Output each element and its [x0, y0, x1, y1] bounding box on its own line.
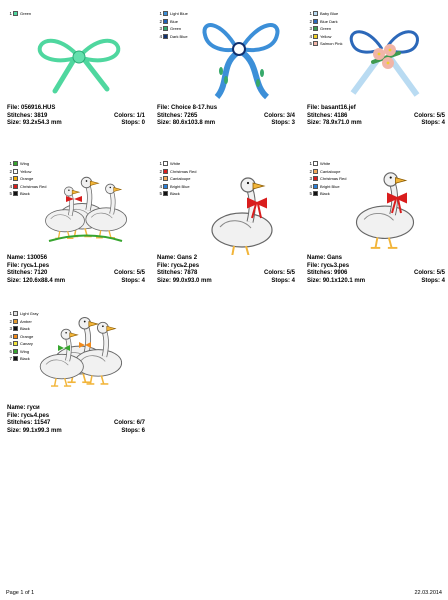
thread-color-label: White — [170, 161, 181, 167]
thread-number: 4 — [309, 183, 312, 189]
thread-color-label: Black — [170, 191, 180, 197]
thread-number: 3 — [9, 326, 12, 332]
thread-color-label: Amber — [20, 318, 32, 324]
thread-number: 4 — [159, 33, 162, 39]
thread-number: 3 — [159, 176, 162, 182]
design-info — [7, 405, 145, 435]
stops-label: Stops: — [421, 120, 440, 126]
stitches-label: Stitches: — [307, 112, 333, 119]
design-card — [307, 160, 445, 288]
thread-color-label: Orange — [20, 333, 34, 339]
thread-number: 2 — [9, 168, 12, 174]
stops-value: 4 — [441, 120, 445, 126]
design-info — [307, 105, 445, 128]
size-text — [307, 120, 362, 128]
thread-number: 3 — [309, 176, 312, 182]
stitches-label: Stitches: — [7, 420, 33, 426]
stops-value: 0 — [141, 120, 145, 126]
thread-number: 1 — [9, 311, 12, 317]
stitches-label: Stitches: — [307, 270, 333, 276]
colors-value: 1/1 — [136, 112, 145, 119]
embroidery-design-preview — [7, 315, 145, 405]
thread-color-label: Orange — [20, 176, 34, 182]
thread-number: 4 — [9, 183, 12, 189]
stops-label: Stops: — [121, 277, 140, 284]
title-value: гусь1.pes — [21, 262, 50, 269]
thread-color-label: Green — [320, 26, 332, 32]
thread-color-label: Cantaloupe — [320, 168, 341, 174]
name-text — [7, 405, 40, 413]
stops-label: Stops: — [421, 277, 440, 284]
stitches-text — [7, 113, 47, 121]
stops-text — [271, 278, 295, 286]
size-value: 99.0x93.0 mm — [172, 277, 212, 284]
thread-color-label: Black — [20, 356, 30, 362]
name-text — [7, 255, 47, 263]
colors-label: Colors: — [263, 112, 285, 119]
thread-color-label: Dark Blue — [170, 33, 188, 39]
colors-text — [264, 113, 295, 121]
stops-value: 4 — [441, 277, 445, 284]
size-value: 120.6x88.4 mm — [22, 277, 66, 284]
size-text — [307, 278, 365, 286]
title-label: File: — [7, 105, 20, 111]
stitches-label: Stitches: — [157, 270, 183, 276]
thread-number: 5 — [9, 341, 12, 347]
title-text — [7, 413, 49, 421]
embroidery-design-preview — [157, 165, 295, 255]
thread-color-label: Cantaloupe — [170, 176, 191, 182]
colors-text — [114, 270, 145, 278]
name-label: Name: — [157, 255, 176, 261]
stops-value: 4 — [141, 277, 145, 284]
colors-value: 5/5 — [136, 270, 145, 276]
design-card — [307, 10, 445, 138]
colors-label: Colors: — [113, 112, 135, 119]
design-card — [7, 160, 145, 288]
stops-text — [271, 120, 295, 128]
thread-number: 2 — [309, 18, 312, 24]
title-value: гусь4.pes — [21, 412, 50, 419]
title-text — [157, 263, 199, 271]
title-value: гусь2.pes — [171, 262, 200, 269]
name-text — [307, 255, 342, 263]
thread-color-label: Christmas Red — [320, 176, 347, 182]
thread-color-label: Green — [170, 26, 182, 32]
thread-color-label: Black — [20, 191, 30, 197]
thread-number: 1 — [9, 11, 12, 17]
stops-text — [421, 278, 445, 286]
stitches-text — [307, 270, 347, 278]
thread-number: 4 — [9, 333, 12, 339]
stitches-value: 7120 — [34, 270, 48, 276]
colors-value: 3/4 — [286, 112, 295, 119]
stitches-value: 7878 — [184, 270, 198, 276]
stops-label: Stops: — [271, 120, 290, 126]
title-label: File: — [157, 105, 170, 111]
thread-number: 4 — [159, 183, 162, 189]
stops-label: Stops: — [271, 277, 290, 284]
design-card — [7, 10, 145, 138]
stops-text — [121, 278, 145, 286]
stitches-value: 7265 — [184, 112, 198, 119]
thread-number: 2 — [159, 18, 162, 24]
stitches-text — [7, 270, 47, 278]
title-text — [7, 263, 49, 271]
stops-value: 3 — [291, 120, 295, 126]
design-card — [157, 160, 295, 288]
thread-color-label: Bright Blue — [320, 183, 340, 189]
embroidery-design-preview — [307, 15, 445, 105]
design-info — [157, 255, 295, 285]
stops-label: Stops: — [121, 120, 140, 126]
stops-value: 4 — [291, 277, 295, 284]
thread-color-label: Baby Blue — [320, 11, 339, 17]
title-value: Choice 8-17.hus — [171, 105, 218, 111]
design-info — [157, 105, 295, 128]
name-label: Name: — [7, 255, 26, 261]
title-value: basant16.jef — [321, 105, 356, 111]
thread-number: 2 — [159, 168, 162, 174]
thread-color-label: Black — [20, 326, 30, 332]
stops-text — [121, 428, 145, 436]
size-text — [7, 428, 62, 436]
stitches-text — [157, 113, 197, 121]
embroidery-design-preview — [7, 165, 145, 255]
size-label: Size: — [7, 277, 22, 284]
stops-label: Stops: — [121, 427, 140, 434]
thread-number: 5 — [309, 191, 312, 197]
thread-color-label: Blue Dark — [320, 18, 338, 24]
design-card — [157, 10, 295, 138]
thread-color-label: Black — [320, 191, 330, 197]
embroidery-design-preview — [157, 15, 295, 105]
title-text — [307, 105, 356, 113]
thread-number: 2 — [309, 168, 312, 174]
thread-number: 5 — [309, 41, 312, 47]
stitches-value: 11547 — [34, 420, 51, 426]
thread-number: 5 — [9, 191, 12, 197]
thread-color-label: Wing — [20, 348, 30, 354]
title-value: гусь3.pes — [321, 262, 350, 269]
size-value: 99.1x99.3 mm — [22, 427, 62, 434]
colors-value: 5/5 — [436, 270, 445, 276]
name-value: Gans 2 — [177, 255, 198, 261]
title-label: File: — [7, 412, 20, 419]
colors-text — [114, 113, 145, 121]
embroidery-design-preview — [7, 15, 145, 105]
size-text — [157, 278, 212, 286]
colors-label: Colors: — [413, 270, 435, 276]
design-info — [7, 255, 145, 285]
thread-number: 1 — [159, 11, 162, 17]
colors-value: 6/7 — [136, 420, 145, 426]
title-text — [307, 263, 349, 271]
size-text — [7, 120, 62, 128]
title-label: File: — [307, 262, 320, 269]
size-label: Size: — [307, 277, 322, 284]
title-text — [7, 105, 55, 113]
colors-text — [114, 420, 145, 428]
thread-number: 3 — [9, 176, 12, 182]
size-label: Size: — [157, 120, 172, 126]
colors-label: Colors: — [113, 270, 135, 276]
colors-label: Colors: — [113, 420, 135, 426]
colors-value: 5/5 — [286, 270, 295, 276]
thread-color-label: Green — [20, 11, 32, 17]
thread-number: 1 — [309, 11, 312, 17]
thread-color-label: Salmon Pink — [320, 41, 343, 47]
name-label: Name: — [7, 405, 26, 411]
title-text — [157, 105, 217, 113]
thread-color-label: Blue — [170, 18, 179, 24]
thread-color-label: Yellow — [20, 168, 32, 174]
thread-color-label: Wing — [20, 161, 30, 167]
stops-value: 6 — [141, 427, 145, 434]
stitches-value: 9906 — [334, 270, 348, 276]
embroidery-design-preview — [307, 165, 445, 255]
thread-number: 6 — [9, 348, 12, 354]
colors-text — [264, 270, 295, 278]
thread-color-label: Light Gray — [20, 311, 39, 317]
thread-number: 1 — [309, 161, 312, 167]
size-value: 78.9x71.0 mm — [322, 120, 362, 126]
footer-page: Page 1 of 1 — [6, 590, 35, 596]
thread-color-label: Canary — [20, 341, 33, 347]
size-label: Size: — [7, 120, 22, 126]
thread-number: 1 — [159, 161, 162, 167]
size-text — [7, 278, 65, 286]
size-label: Size: — [307, 120, 322, 126]
name-text — [157, 255, 197, 263]
name-value: Gans — [327, 255, 343, 261]
colors-value: 5/5 — [436, 112, 445, 119]
stops-text — [121, 120, 145, 128]
title-label: File: — [307, 105, 320, 111]
thread-number: 3 — [159, 26, 162, 32]
thread-color-label: White — [320, 161, 331, 167]
thread-color-label: Yellow — [320, 33, 332, 39]
stitches-label: Stitches: — [157, 112, 183, 119]
colors-label: Colors: — [413, 112, 435, 119]
thread-color-label: Light Blue — [170, 11, 188, 17]
thread-color-label: Bright Blue — [170, 183, 190, 189]
thread-color-label: Christmas Red — [170, 168, 197, 174]
thread-number: 5 — [159, 191, 162, 197]
title-label: File: — [157, 262, 170, 269]
colors-text — [414, 113, 445, 121]
stitches-value: 3819 — [34, 112, 48, 119]
thread-number: 4 — [309, 33, 312, 39]
size-value: 93.2x54.3 mm — [22, 120, 62, 126]
colors-label: Colors: — [263, 270, 285, 276]
size-text — [157, 120, 215, 128]
thread-color-label: Christmas Red — [20, 183, 47, 189]
stitches-value: 4186 — [334, 112, 348, 119]
stops-text — [421, 120, 445, 128]
title-label: File: — [7, 262, 20, 269]
thread-number: 1 — [9, 161, 12, 167]
colors-text — [414, 270, 445, 278]
design-info — [307, 255, 445, 285]
stitches-label: Stitches: — [7, 270, 33, 276]
name-label: Name: — [307, 255, 326, 261]
footer-date: 22.03.2014 — [414, 590, 442, 596]
stitches-text — [157, 270, 197, 278]
stitches-text — [307, 113, 347, 121]
stitches-label: Stitches: — [7, 112, 33, 119]
size-label: Size: — [7, 427, 22, 434]
thread-number: 2 — [9, 318, 12, 324]
size-value: 90.1x120.1 mm — [322, 277, 366, 284]
design-card — [7, 310, 145, 438]
name-value: 130056 — [27, 255, 48, 261]
title-value: 056916.HUS — [21, 105, 56, 111]
design-info — [7, 105, 145, 128]
stitches-text — [7, 420, 50, 428]
size-label: Size: — [157, 277, 172, 284]
thread-number: 3 — [309, 26, 312, 32]
size-value: 80.6x103.8 mm — [172, 120, 216, 126]
thread-number: 7 — [9, 356, 12, 362]
name-value: гуси — [27, 405, 40, 411]
